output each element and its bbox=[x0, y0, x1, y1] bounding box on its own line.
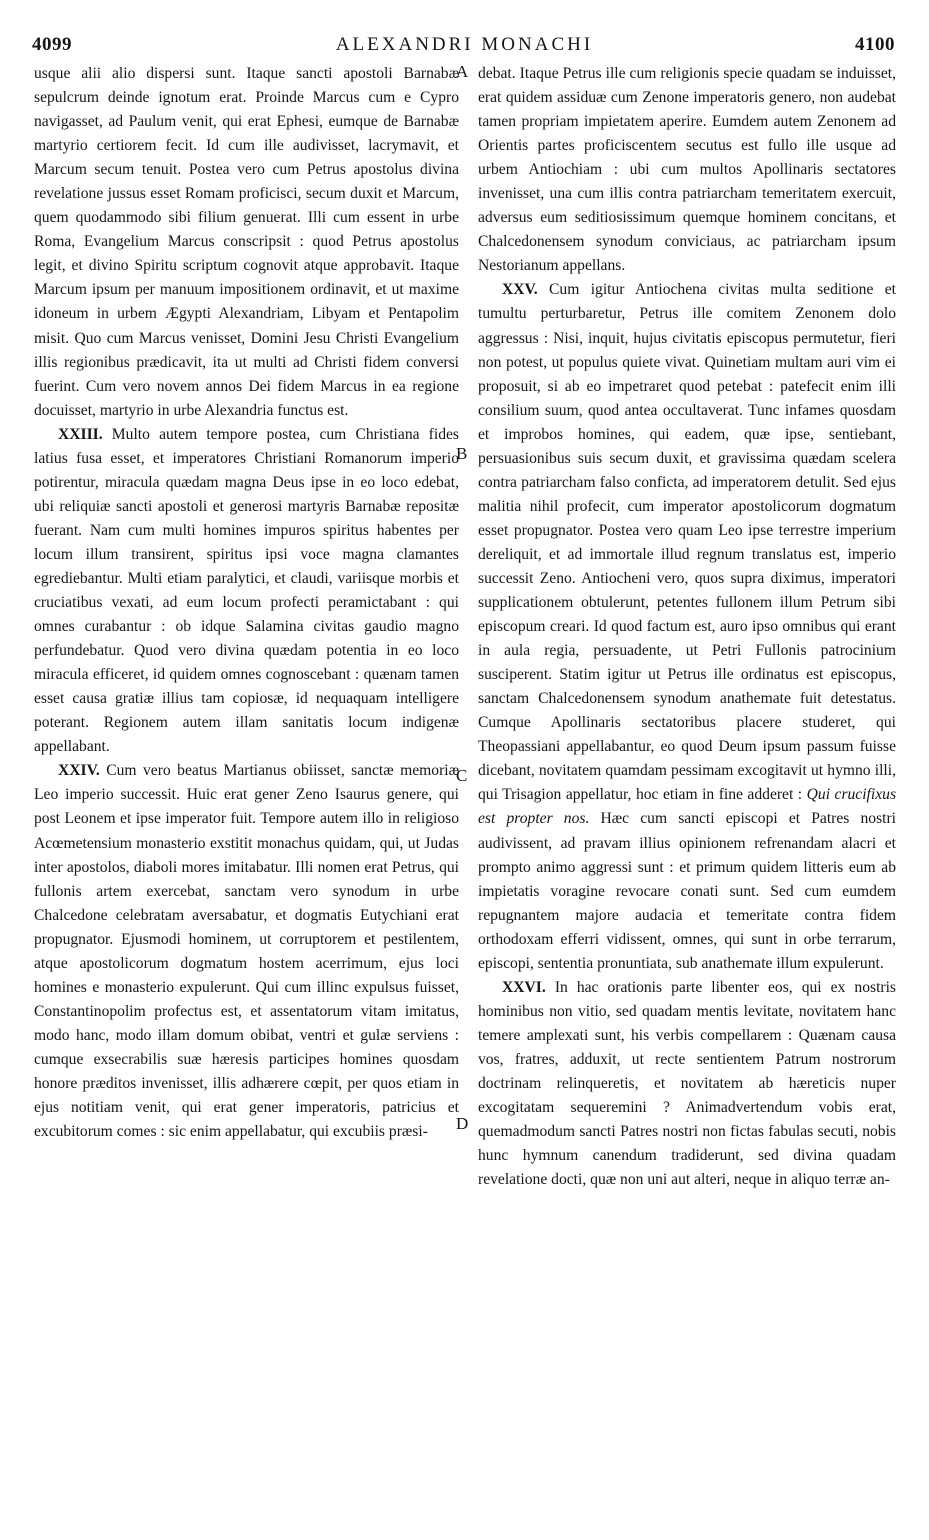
paragraph-xxv bbox=[478, 278, 896, 975]
running-title: ALEXANDRI MONACHI bbox=[335, 34, 594, 55]
paragraph-xxiv bbox=[34, 759, 459, 1144]
margin-marker-d: D bbox=[456, 1114, 469, 1133]
paragraph-text: Multo autem tempore postea, cum Christiana fides latius fusa esset, et imperatores Christiani Romanorum imperio potirentur, miracula quædam magna Deus ipse in eo loco edebat, ubi reliquiæ sancti apostoli et generosi martyris Barnabæ repositæ fuerant. Nam cum multi homines impuros spiritus habentes per locum illum transirent, spiritus ipsi voce magna clamantes egrediebantur. Multi etiam paralytici, et claudi, variisque morbis et cruciatibus vexati, ad eum locum profecti peramictabant : qui omnes curabantur : ob idque Salamina civitas gaudio magno perfundebatur. Quod vero divina quædam potentia in eo loco miracula efficeret, id quidem omnes cognoscebant : quænam tamen esset causa gratiæ illius tam copiosæ, id nequaquam intelligere poterant. Regionem autem illam sanitatis locum indigenæ appellabant. bbox=[34, 425, 459, 756]
paragraph-continuation: debat. Itaque Petrus ille cum religionis specie quadam se induisset, erat quidem assiduæ cum Zenone imperatoris genero, non audebat tamen propriam impietatem aperire. Eumdem autem Zenonem ad Orientis partes proficiscentem secutus est fullo ille usque ad urbem Antiochiam : ubi cum multos Apollinaris sectatores invenisset, una cum illis contra patriarcham temeritatem exercuit, adversus eum seditiosissimum quemque hominem concitans, et Chalcedonensem synodum conviciaus, ac patriarcham ipsum Nestorianum appellans. bbox=[478, 65, 896, 275]
margin-marker-b: B bbox=[456, 444, 468, 463]
paragraph-text: In hac orationis parte libenter eos, qui ex nostris hominibus non vitio, sed quadam mentis levitate, novitatem hanc temere amplexati sunt, his verbis compellarem : Quænam causa vos, fratres, adduxit, ut recte sentientem Patrum nostrorum doctrinam relinqueretis, et novitatem ab hæreticis nuper excogitatam sequeremini ? Animadvertendum vobis erat, quemadmodum sancti Patres nostri non fictas fabulas secuti, nobis hunc hymnum canendum tradiderunt, sed divina quadam revelatione docti, quæ non uni aut alteri, neque in aliquo terræ an- bbox=[478, 978, 896, 1189]
left-column-number: 4099 bbox=[32, 34, 72, 55]
paragraph-xxiii bbox=[34, 423, 459, 760]
paragraph-text: Cum igitur Antiochena civitas multa seditione et tumultu perturbaretur, Petrus ille comitem Zenonem dolo aggressus : Nisi, inquit, hujus civitatis episcopus permutetur, fieri non potest, ut populus quiete vivat. Quinetiam multam auri vim ei proposuit, si ab eo impetraret quod petebat : patefecit enim illi consilium suum, quod antea occultaverat. Tunc infames quosdam et improbos homines, qui eadem, quæ ipse, sentiebant, persuasionibus suis secum duxit, et gravissima quædam scelera contra patriarcham falso conficta, ad imperatorem detulit. Sed ejus malitia nihil profecit, cum imperator apostolicorum dogmatum esset propugnator. Postea vero quam Leo ipse terrestre imperium dereliquit, et ad immortale illud regnum translatus est, imperio successit Zeno. Antiocheni vero, quos supra diximus, imperatori supplicationem obtulerunt, petentes fullonem illum Petrum sibi episcopum creari. Id quod factum est, auro ipso omnibus qui erant in aula regia, persuadente, ut Petri Fullonis patrocinium susciperent. Statim igitur ut Petrus ille ordinatus est episcopus, sanctam Chalcedonensem synodum anathemate fuit detestatus. Cumque Apollinaris sectatoribus placere studeret, qui Theopassiani appellabantur, eo quod Deum ipsum passum fuisse dicebant, novitatem quamdam pessimam excogitavit ut hymno illi, qui Trisagion appellatur, hoc etiam in fine adderet : bbox=[478, 281, 896, 804]
paragraph-continuation: usque alii alio dispersi sunt. Itaque sancti apostoli Barnabæ sepulcrum deinde ignotum erat. Proinde Marcus cum e Cypro navigasset, ad Paulum venit, qui erat Ephesi, eumque de Barnabæ martyrio certiorem fecit. Id cum ille audivisset, lacrymavit, et Marcum secum tenuit. Postea vero cum Petrus apostolus divina revelatione jussus esset Romam proficisci, secum duxit et Marcum, quem quodammodo sibi filium genuerat. Illi cum essent in urbe Roma, Evangelium Marcus conscripsit : quod Petrus apostolus legit, et divino Spiritu scriptum cognovit atque approbavit. Itaque Marcum ipsum per manuum impositionem ordinavit, et ut maxime idoneum in urbem Ægypti Alexandriam, Libyam et Pentapolim misit. Quo cum Marcus venisset, Domini Jesu Christi Evangelium illis regionibus prædicavit, ita ut multi ad Christi fidem conversi fuerint. Cum vero novem annos Dei fidem Marcus in ea regione docuisset, martyrio in urbe Alexandria functus est. bbox=[34, 65, 459, 419]
paragraph-text-continued: Hæc cum sancti episcopi et Patres nostri audivissent, ad pravam illius opinionem refrenandam alacri et prompto animo aggressi sunt : et primum quidem litteris eum ab impietatis voragine revocare conati sunt. Sed cum eumdem repugnantem majore audacia et temeritate contra fidem orthodoxam efferri vidissent, omnes, qui sunt in orbe terrarum, episcopi, sententia pronuntiata, sub anathemate illum expulerunt. bbox=[478, 810, 896, 972]
left-text-column bbox=[34, 62, 459, 1144]
margin-marker-c: C bbox=[456, 766, 468, 785]
section-number: XXV. bbox=[502, 281, 538, 299]
paragraph-text: Cum vero beatus Martianus obiisset, sanctæ memoriæ Leo imperio successit. Huic erat gener Zeno Isaurus genere, qui post Leonem et ipse imperator fuit. Tempore autem illo in religioso Acœmetensium monasterio exstitit monachus quidam, qui, ut Judas inter apostolos, diaboli mores imitabatur. Illi nomen erat Petrus, qui fullonis artem exercebat, sanctam vero synodum in urbe Chalcedone celebratam aversabatur, et dogmatis Eutychiani erat propugnator. Ejusmodi hominem, ut corruptorem et pestilentem, atque apostolicorum dogmatum hostem acerrimum, ejus loci homines e monasterio expulerunt. Qui cum illinc expulsus fuisset, Constantinopolim profectus est, et assentatorum vitam imitatus, modo hanc, modo illam domum obibat, ventri et gulæ serviens : cumque exsecrabilis suæ hæresis participes homines quosdam honore præditos invenisset, illis adhærere cœpit, per quos etiam in ejus notitiam venit, qui erat gener imperatoris, patricius et excubitorum comes : sic enim appellabatur, qui excubiis præsi- bbox=[34, 762, 459, 1141]
page-header bbox=[0, 34, 929, 62]
paragraph-xxvi bbox=[478, 976, 896, 1192]
italic-quote: Qui crucifixus est propter nos. bbox=[478, 786, 897, 828]
margin-marker-a: A bbox=[456, 62, 469, 81]
section-number: XXIII. bbox=[58, 425, 103, 443]
section-number: XXIV. bbox=[58, 762, 100, 780]
section-number: XXVI. bbox=[502, 978, 546, 996]
right-text-column bbox=[478, 62, 896, 1192]
right-column-number: 4100 bbox=[855, 34, 895, 55]
